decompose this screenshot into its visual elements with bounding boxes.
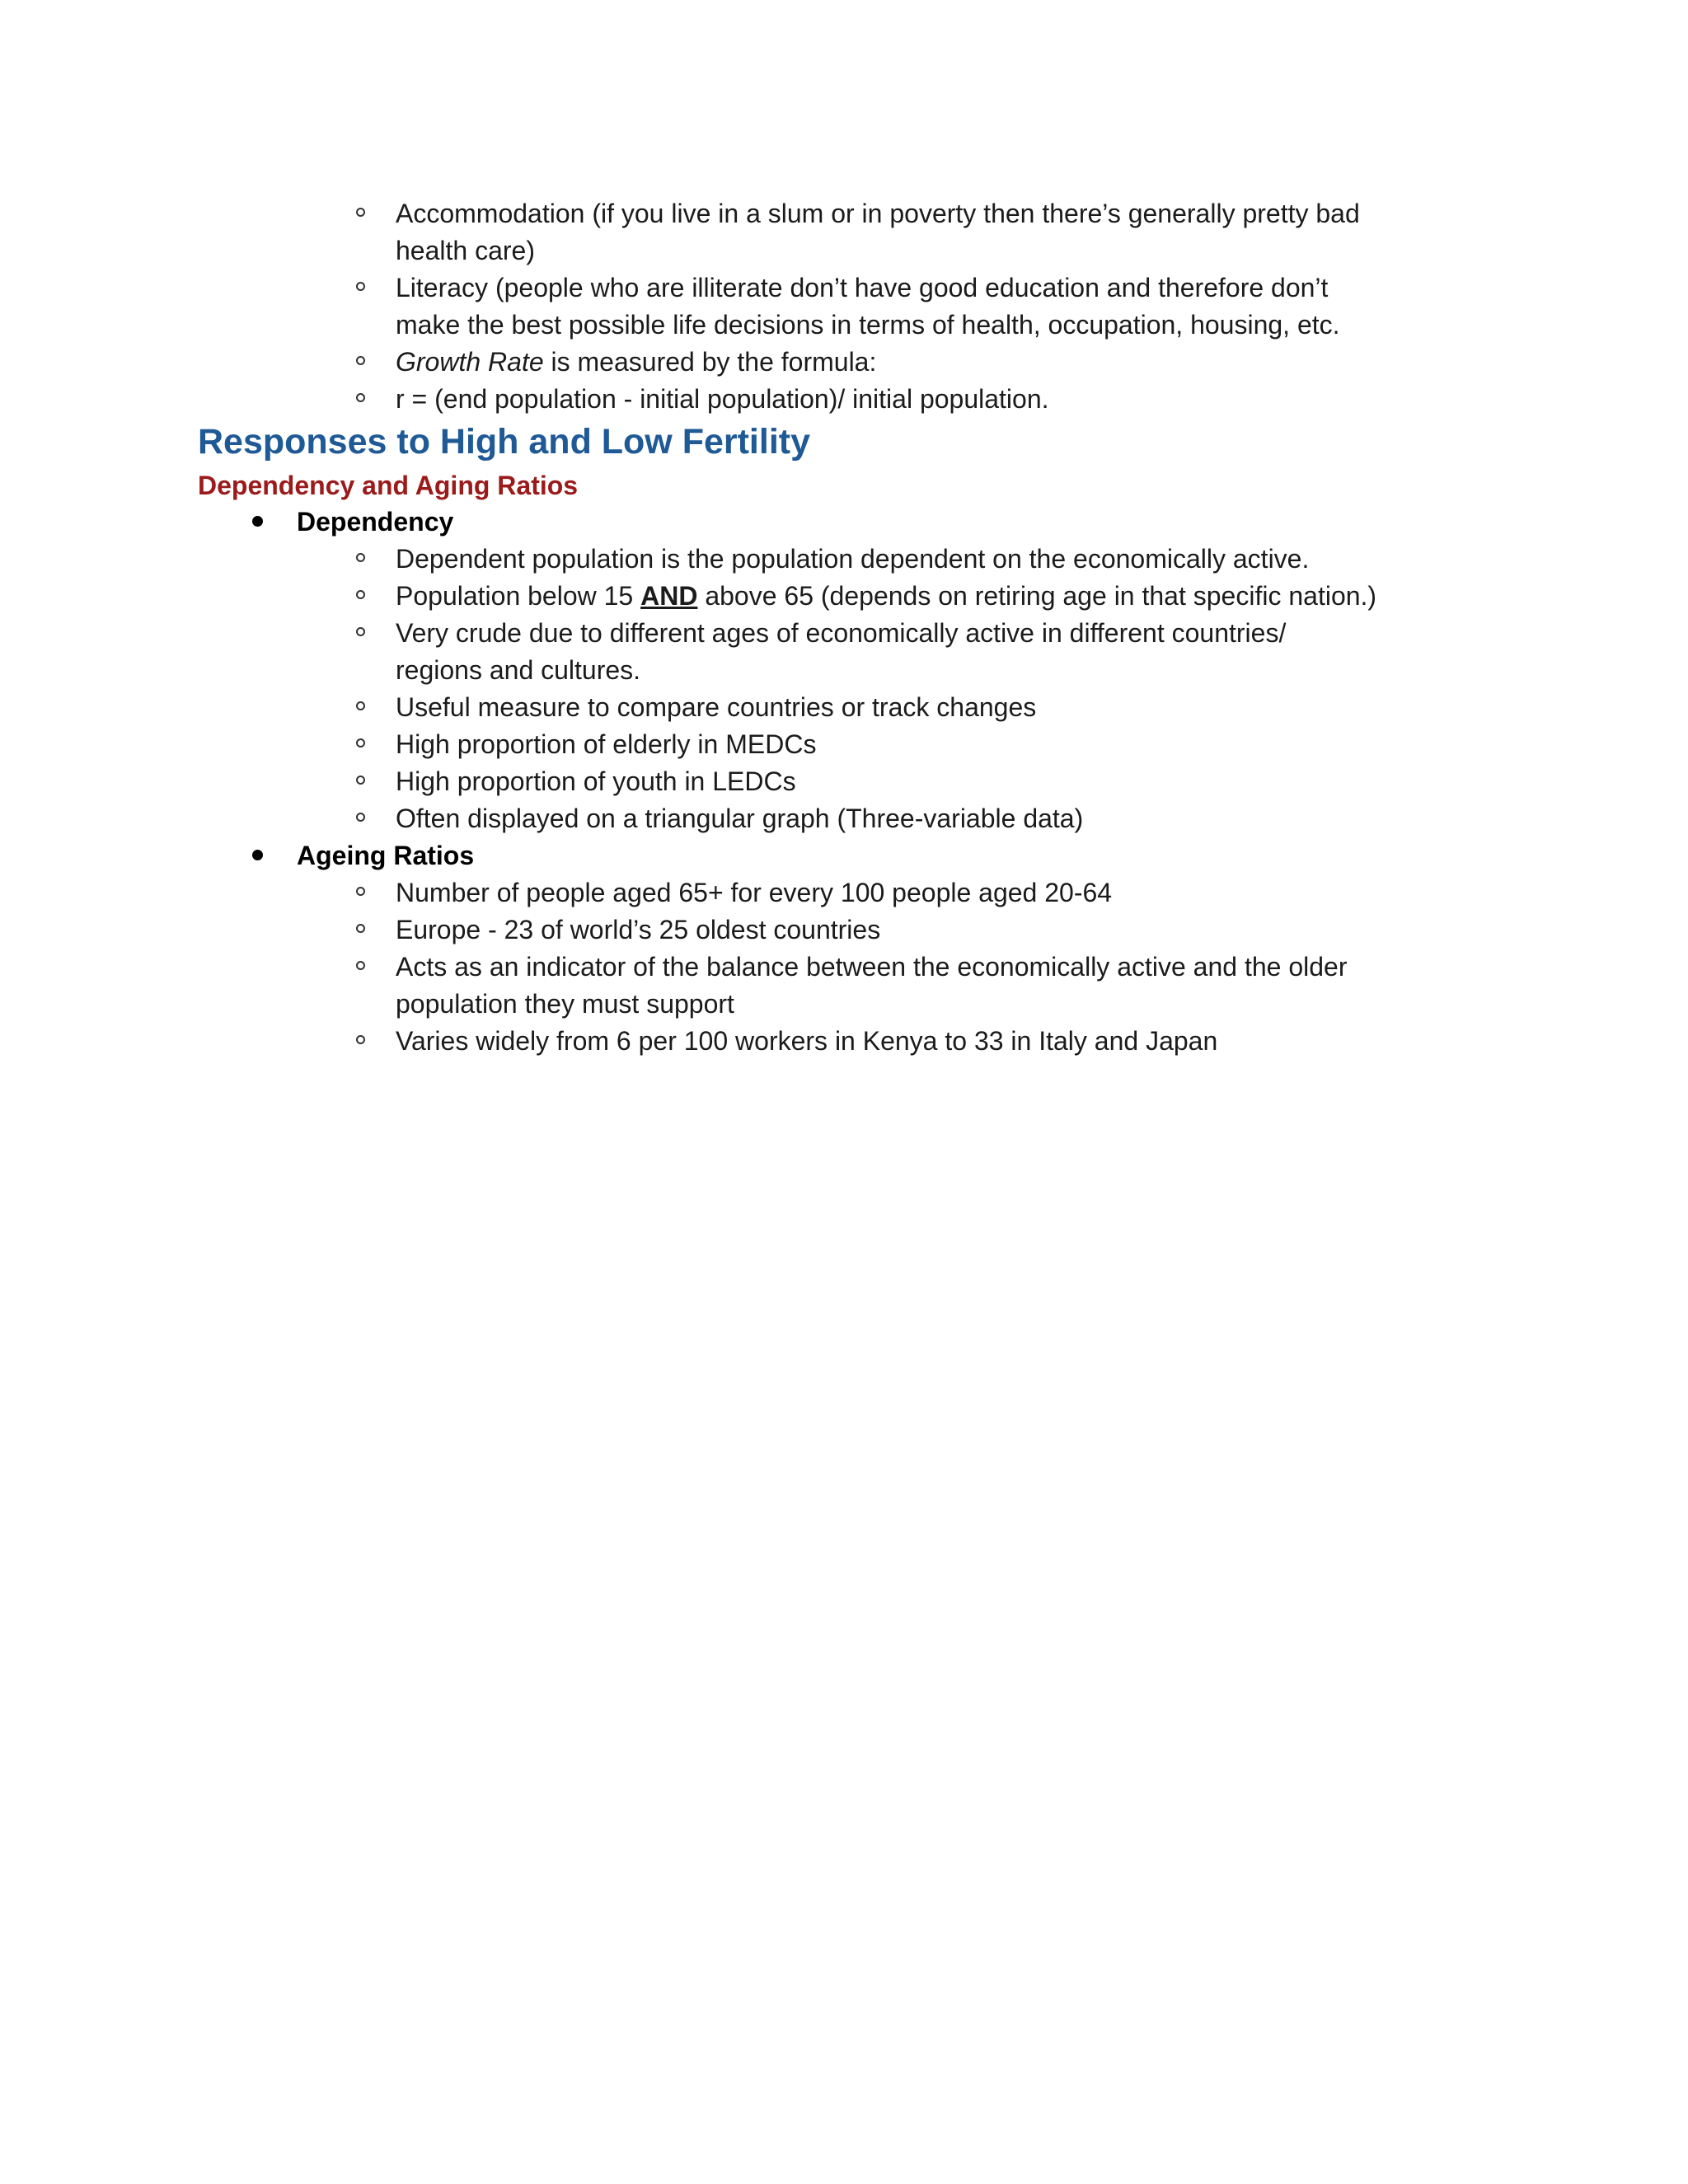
list-item: Population below 15 AND above 65 (depends on retiring age in that specific nation.) bbox=[396, 578, 1376, 615]
list-item-continuation: regions and cultures. bbox=[396, 655, 641, 685]
list-item-continuation: make the best possible life decisions in terms of health, occupation, housing, etc. bbox=[396, 310, 1340, 340]
list-item: Europe - 23 of world’s 25 oldest countries bbox=[396, 912, 880, 949]
hollow-bullet-icon bbox=[356, 282, 365, 291]
hollow-bullet-icon bbox=[356, 961, 365, 970]
bullet-dependency: Dependency bbox=[297, 504, 453, 541]
list-item-continuation: population they must support bbox=[396, 989, 734, 1019]
filled-bullet-icon bbox=[252, 850, 263, 860]
section-heading: Responses to High and Low Fertility bbox=[198, 422, 811, 462]
hollow-bullet-icon bbox=[356, 208, 365, 217]
hollow-bullet-icon bbox=[356, 813, 365, 822]
bullet-ageing-ratios: Ageing Ratios bbox=[297, 837, 474, 874]
hollow-bullet-icon bbox=[356, 590, 365, 599]
hollow-bullet-icon bbox=[356, 627, 365, 636]
list-item: Growth Rate is measured by the formula: bbox=[396, 344, 876, 381]
growth-rate-term: Growth Rate bbox=[396, 347, 544, 377]
list-item: Very crude due to different ages of economically active in different countries/ bbox=[396, 615, 1286, 652]
hollow-bullet-icon bbox=[356, 701, 365, 710]
list-item: Varies widely from 6 per 100 workers in Kenya to 33 in Italy and Japan bbox=[396, 1023, 1217, 1060]
hollow-bullet-icon bbox=[356, 887, 365, 896]
hollow-bullet-icon bbox=[356, 393, 365, 402]
hollow-bullet-icon bbox=[356, 1035, 365, 1044]
hollow-bullet-icon bbox=[356, 553, 365, 562]
list-item: High proportion of elderly in MEDCs bbox=[396, 726, 816, 763]
list-item: Useful measure to compare countries or track changes bbox=[396, 689, 1036, 726]
sub-heading: Dependency and Aging Ratios bbox=[198, 471, 579, 500]
list-item: Dependent population is the population dependent on the economically active. bbox=[396, 541, 1309, 578]
list-item: Accommodation (if you live in a slum or in poverty then there’s generally pretty bad bbox=[396, 195, 1360, 232]
hollow-bullet-icon bbox=[356, 738, 365, 748]
hollow-bullet-icon bbox=[356, 924, 365, 933]
hollow-bullet-icon bbox=[356, 356, 365, 365]
list-item-continuation: health care) bbox=[396, 236, 535, 265]
list-item: High proportion of youth in LEDCs bbox=[396, 763, 796, 800]
list-item: Literacy (people who are illiterate don’t have good education and therefore don’t bbox=[396, 269, 1328, 307]
list-item: Acts as an indicator of the balance between the economically active and the older bbox=[396, 949, 1347, 986]
list-item: Number of people aged 65+ for every 100 people aged 20-64 bbox=[396, 874, 1112, 912]
list-item: Often displayed on a triangular graph (Three-variable data) bbox=[396, 800, 1083, 837]
growth-rate-formula: r = (end population - initial population)/ initial population. bbox=[396, 384, 1049, 414]
filled-bullet-icon bbox=[252, 516, 263, 527]
hollow-bullet-icon bbox=[356, 776, 365, 785]
and-emphasis: AND bbox=[640, 581, 698, 611]
list-item bbox=[396, 381, 1049, 418]
